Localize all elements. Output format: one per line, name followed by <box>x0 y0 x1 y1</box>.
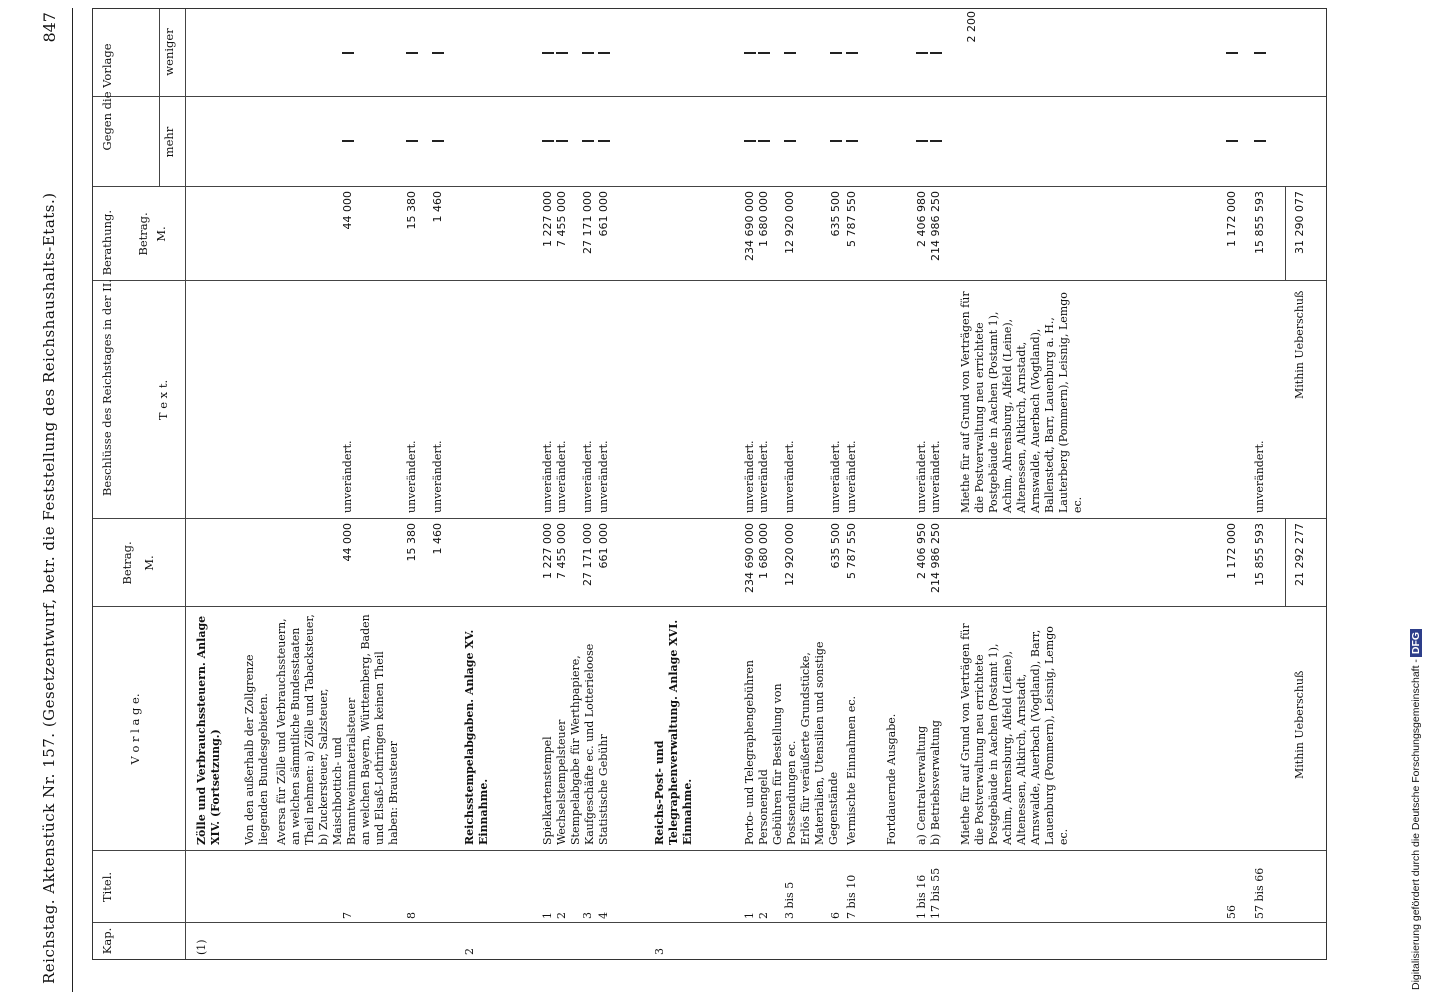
row-bamount: 7 455 000 <box>555 191 568 247</box>
mehr-dash <box>930 140 942 142</box>
row-amount: 12 920 000 <box>783 523 796 586</box>
row-text: Aversa für Zölle und Verbrauchssteuern, an welchen sämmtliche Bundesstaaten Theil nehmen: a) Zölle und Tabacksteuer, b) Zuckersteuer, Salzsteuer, Maischbottich- und Branntweinmaterialsteuer <box>275 614 358 845</box>
row-amount: 1 460 <box>431 523 444 555</box>
col-header-text: T e x t. <box>156 379 170 421</box>
budget-table <box>92 8 1327 960</box>
col-header-bbetrag: Betrag. <box>136 212 150 256</box>
row-amount: 2 406 950 <box>915 523 928 579</box>
row-titel: 56 <box>1225 905 1238 919</box>
weniger-dash <box>598 52 610 54</box>
row-bamount: 15 380 <box>405 191 418 230</box>
mehr-dash <box>582 140 594 142</box>
col-header-titel: Titel. <box>100 871 114 903</box>
footer-right-amount: 31 290 077 <box>1293 191 1306 254</box>
row-amount: 5 787 550 <box>845 523 858 579</box>
side-credit <box>1410 629 1422 990</box>
weniger-dash <box>846 52 858 54</box>
row-titel: 17 bis 55 <box>929 867 942 919</box>
mehr-dash <box>542 140 554 142</box>
footer-left-label: Mithin Ueberschuß <box>1293 670 1306 779</box>
row-titel: 3 <box>581 912 594 919</box>
col-rule-kap <box>93 922 1326 923</box>
row-amount: 7 455 000 <box>555 523 568 579</box>
dfg-logo: DFG <box>1410 629 1422 657</box>
row-bamount: 214 986 250 <box>929 191 942 261</box>
weniger-dash <box>744 52 756 54</box>
row-amount: 15 380 <box>405 523 418 562</box>
mehr-dash <box>744 140 756 142</box>
col-rule-titel <box>93 850 1326 851</box>
row-titel: 3 bis 5 <box>783 881 796 919</box>
row-btext: unverändert. <box>743 440 756 513</box>
row-text: Statistische Gebühr <box>597 734 610 845</box>
page-number: 847 <box>40 12 59 43</box>
row-btext: unverändert. <box>757 440 770 513</box>
mehr-dash <box>846 140 858 142</box>
row-btext: unverändert. <box>581 440 594 513</box>
mehr-dash <box>758 140 770 142</box>
weniger-dash <box>582 52 594 54</box>
row-titel: 4 <box>597 912 610 919</box>
row-btext: unverändert. <box>555 440 568 513</box>
row-bamount: 234 690 000 <box>743 191 756 261</box>
row-btext: unverändert. <box>405 440 418 513</box>
row-amount: 234 690 000 <box>743 523 756 593</box>
row-text: Zölle und Verbrauchssteuern. Anlage XIV. (Fortsetzung.) <box>195 615 222 845</box>
weniger-dash <box>784 52 796 54</box>
header-rule <box>72 8 73 992</box>
mehr-dash <box>556 140 568 142</box>
weniger-dash <box>406 52 418 54</box>
row-btext: unverändert. <box>929 440 942 513</box>
row-kap: 2 <box>463 948 476 955</box>
col-header-kap: Kap. <box>100 927 114 955</box>
row-text: Reichsstempelabgaben. Anlage XV. Einnahme. <box>463 629 490 845</box>
row-bamount: 1 172 000 <box>1225 191 1238 247</box>
col-header-mark: M. <box>142 555 156 571</box>
weniger-dash <box>830 52 842 54</box>
weniger-dash <box>916 52 928 54</box>
row-titel: 8 <box>405 912 418 919</box>
row-text: Wechselstempelsteuer <box>555 719 568 845</box>
row-kap: 3 <box>653 948 666 955</box>
row-amount: 635 500 <box>829 523 842 569</box>
row-bamount: 15 855 593 <box>1253 191 1266 254</box>
mehr-dash <box>342 140 354 142</box>
row-btext: unverändert. <box>1253 440 1266 513</box>
header-rule-gegen <box>159 9 160 187</box>
weniger-dash <box>342 52 354 54</box>
row-text: Erlös für veräußerte Grundstücke, Materialien, Utensilien und sonstige Gegenstände <box>799 641 840 845</box>
weniger-dash <box>1226 52 1238 54</box>
row-titel: 1 <box>743 912 756 919</box>
row-bamount: 661 000 <box>597 191 610 237</box>
row-text: Von den außerhalb der Zollgrenze liegenden Bundesgebieten. <box>243 654 270 845</box>
mehr-dash <box>1226 140 1238 142</box>
row-btext: unverändert. <box>341 440 354 513</box>
row-titel: 7 <box>341 912 354 919</box>
row-btext: unverändert. <box>783 440 796 513</box>
sum-rule-left <box>1285 519 1286 607</box>
weniger-dash <box>930 52 942 54</box>
row-bamount: 2 406 980 <box>915 191 928 247</box>
row-text: b) Betriebsverwaltung <box>929 720 942 845</box>
row-amount: 1 172 000 <box>1225 523 1238 579</box>
col-rule-vorlage <box>93 606 1326 607</box>
row-btext: unverändert. <box>597 440 610 513</box>
col-rule-mehr <box>93 96 1326 97</box>
footer-left-amount: 21 292 277 <box>1293 523 1306 586</box>
row-text: an welchen Bayern, Württemberg, Baden und Elsaß-Lothringen keinen Theil haben: Brausteuer <box>359 614 400 845</box>
weniger-dash <box>1254 52 1266 54</box>
row-titel: 6 <box>829 912 842 919</box>
row-bamount: 12 920 000 <box>783 191 796 254</box>
col-rule-betrag <box>93 518 1326 519</box>
header-rule-bottom <box>185 9 186 959</box>
row-text: Spielkartenstempel <box>541 736 554 845</box>
col-header-vorlage: V o r l a g e. <box>128 693 142 765</box>
row-text: Vermischte Einnahmen ec. <box>845 695 858 845</box>
row-text: Gebühren für Bestellung von Postsendungen ec. <box>771 683 798 845</box>
mehr-dash <box>784 140 796 142</box>
col-header-weniger: weniger <box>162 28 176 76</box>
row-bamount: 27 171 000 <box>581 191 594 254</box>
row-text: a) Centralverwaltung <box>915 725 928 845</box>
row-bamount: 1 227 000 <box>541 191 554 247</box>
row-amount: 15 855 593 <box>1253 523 1266 586</box>
row-text: Reichs-Post- und Telegraphenverwaltung. Anlage XVI. Einnahme. <box>653 619 694 845</box>
weniger-dash <box>758 52 770 54</box>
row-amount: 1 680 000 <box>757 523 770 579</box>
row-btext: unverändert. <box>845 440 858 513</box>
row-text: Porto- und Telegraphengebühren <box>743 659 756 845</box>
row-btext: Miethe für auf Grund von Verträgen für die Postverwaltung neu errichtete Postgebäude in Aachen (Postamt 1), Achim, Ahrensburg, Alfeld (Leine), Altenessen, Altkirch, Arnstadt, Arnswalde, Auerbach (Vogtland), Ballenstedt, Barr, Lauenburg a. H., Lauterberg (Pommern), Leisnig, Lemgo ec. <box>959 291 1084 513</box>
row-text: Stempelabgabe für Werthpapiere, Kaufgeschäfte ec. und Lotterieloose <box>569 643 596 845</box>
row-bamount: 5 787 550 <box>845 191 858 247</box>
mehr-dash <box>916 140 928 142</box>
row-titel: 2 <box>757 912 770 919</box>
row-titel: 7 bis 10 <box>845 874 858 919</box>
gegen-weniger-value: 2 200 <box>965 11 978 43</box>
mehr-dash <box>1254 140 1266 142</box>
running-header <box>0 0 86 1000</box>
row-amount: 44 000 <box>341 523 354 562</box>
row-amount: 27 171 000 <box>581 523 594 586</box>
row-btext: unverändert. <box>431 440 444 513</box>
row-text: Miethe für auf Grund von Verträgen für die Postverwaltung neu errichtete Postgebäude in Aachen (Postamt 1), Achim, Ahrensburg, Alfeld (Leine), Altenessen, Altkirch, Arnstadt, Arnswalde, Auerbach (Vogtland), Barr, Lauenburg (Pommern), Leisnig, Lemgo ec. <box>959 623 1070 845</box>
mehr-dash <box>432 140 444 142</box>
weniger-dash <box>432 52 444 54</box>
footer-right-label: Mithin Ueberschuß <box>1293 290 1306 399</box>
row-amount: 1 227 000 <box>541 523 554 579</box>
row-titel: 1 bis 16 <box>915 874 928 919</box>
row-kap: (1) <box>195 939 208 955</box>
col-header-betrag: Betrag. <box>120 541 134 585</box>
row-amount: 214 986 250 <box>929 523 942 593</box>
row-bamount: 1 680 000 <box>757 191 770 247</box>
row-btext: unverändert. <box>829 440 842 513</box>
row-bamount: 1 460 <box>431 191 444 223</box>
col-header-beschluesse: Beschlüsse des Reichstages in der II. Berathung. <box>100 209 114 497</box>
row-titel: 57 bis 66 <box>1253 867 1266 919</box>
col-rule-bamount <box>93 186 1326 187</box>
row-text: Personengeld <box>757 769 770 845</box>
header-title: Reichstag. Aktenstück Nr. 157. (Gesetzentwurf, betr. die Feststellung des Reichshaushalts-Etats.) <box>40 192 58 984</box>
row-titel: 2 <box>555 912 568 919</box>
mehr-dash <box>598 140 610 142</box>
side-credit-text: Digitalisierung gefördert durch die Deutsche Forschungsgemeinschaft - <box>1410 659 1422 990</box>
row-bamount: 635 500 <box>829 191 842 237</box>
row-text: Fortdauernde Ausgabe. <box>885 713 898 845</box>
col-header-mehr: mehr <box>162 126 176 158</box>
row-bamount: 44 000 <box>341 191 354 230</box>
mehr-dash <box>830 140 842 142</box>
mehr-dash <box>406 140 418 142</box>
weniger-dash <box>556 52 568 54</box>
row-amount: 661 000 <box>597 523 610 569</box>
row-btext: unverändert. <box>915 440 928 513</box>
row-titel: 1 <box>541 912 554 919</box>
weniger-dash <box>542 52 554 54</box>
row-btext: unverändert. <box>541 440 554 513</box>
col-header-gegen: Gegen die Vorlage <box>100 43 114 151</box>
col-header-bmark: M. <box>154 226 168 242</box>
col-rule-text <box>93 280 1326 281</box>
sum-rule-right <box>1285 187 1286 281</box>
